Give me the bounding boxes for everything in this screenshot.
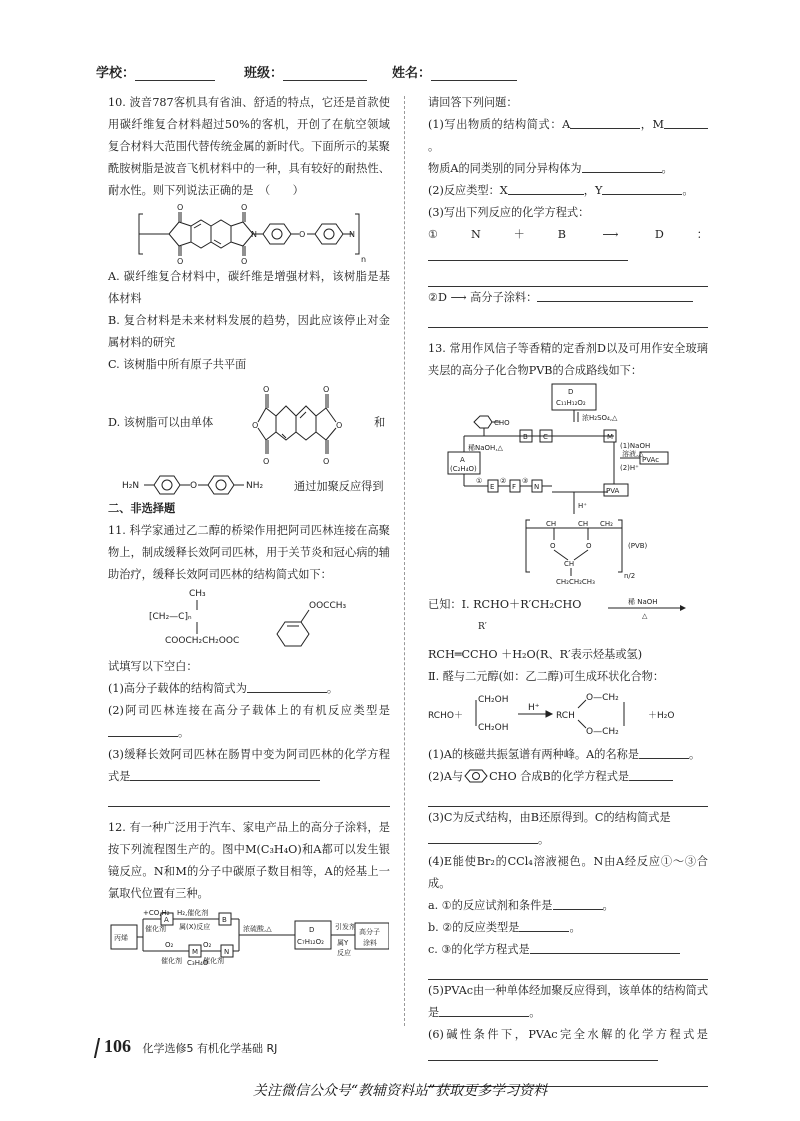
- q10-stem: 10. 波音787客机具有省油、舒适的特点，它还是首款使用碳纤维复合材料超过50%的客机，开创了在航空领域复合材料大范围代替传统金属的新时代。下面所示的某聚酰胺树脂是波音飞机材料中的一种，具有较好的耐热性、耐水性。则下列说法正确的是 （ ）: [108, 96, 390, 197]
- svg-text:(1)NaOH: (1)NaOH: [620, 442, 651, 450]
- book-title: 化学选修5 有机化学基础 RJ: [142, 1042, 278, 1055]
- q13-sub4b: b. ②的反应类型是 。: [428, 921, 581, 934]
- svg-text:H⁺: H⁺: [578, 502, 587, 510]
- q11-sub1: (1)高分子载体的结构简式为 。: [108, 682, 339, 695]
- svg-text:O: O: [263, 385, 270, 394]
- q10-option-d[interactable]: [108, 376, 390, 472]
- q13-sub4: (4)E能使Br₂的CCl₄溶液褪色。N由A经反应①～③合成。: [428, 855, 708, 890]
- q13-blank2[interactable]: [629, 768, 673, 781]
- formula-ester: COOCH₂CH₂OOC: [165, 636, 240, 646]
- svg-text:O: O: [241, 203, 248, 212]
- aspirin-polymer-structure: [129, 586, 369, 656]
- q13-blank4b[interactable]: [519, 919, 569, 932]
- page-number: 106: [104, 1036, 131, 1056]
- formula-acetoxy: OOCCH₃: [309, 601, 347, 611]
- svg-text:CH₂: CH₂: [600, 520, 613, 528]
- q12-sub1b: 物质A的同类别的同分异构体为 。: [428, 162, 673, 175]
- svg-text:O—CH₂: O—CH₂: [586, 727, 619, 737]
- svg-text:RCHO＋: RCHO＋: [428, 711, 463, 721]
- svg-text:C₃H₄O: C₃H₄O: [187, 959, 209, 965]
- svg-text:＋H₂O: ＋H₂O: [648, 711, 675, 721]
- q12-eq1-line[interactable]: [428, 268, 708, 287]
- svg-text:N: N: [251, 230, 257, 239]
- diamine-right: NH₂: [246, 481, 264, 491]
- section-title: 二、非选择题: [108, 502, 176, 515]
- polyimide-structure: [129, 202, 369, 266]
- svg-text:O: O: [177, 257, 184, 266]
- svg-text:H⁺: H⁺: [528, 703, 540, 713]
- svg-text:溶液,△: 溶液,△: [622, 450, 644, 458]
- svg-text:①: ①: [476, 477, 483, 485]
- svg-text:催化剂: 催化剂: [203, 957, 224, 965]
- q13-blank1[interactable]: [639, 746, 689, 759]
- svg-text:属Y: 属Y: [337, 939, 349, 947]
- svg-text:引发剂: 引发剂: [335, 923, 356, 931]
- known2-text: Ⅱ. 醛与二元醇(如：乙二醇)可生成环状化合物：: [428, 670, 665, 683]
- known1-text: 已知：Ⅰ. RCHO＋R′CH₂CHO: [428, 598, 582, 611]
- svg-text:催化剂: 催化剂: [161, 957, 182, 965]
- svg-text:②: ②: [500, 477, 507, 485]
- svg-text:③: ③: [522, 477, 529, 485]
- svg-text:CHO: CHO: [494, 419, 510, 427]
- svg-text:CH₂CH₂CH₃: CH₂CH₂CH₃: [556, 578, 595, 586]
- q11-sub3: (3)缓释长效阿司匹林在肠胃中变为阿司匹林的化学方程式是: [108, 748, 390, 783]
- formula-chain: [CH₂—C]ₙ: [149, 612, 192, 622]
- promo-note: 关注微信公众号“教辅资料站”获取更多学习资料: [252, 1083, 548, 1099]
- q12-sub2: (2)反应类型：X ，Y 。: [428, 184, 694, 197]
- q12-blank-eq1[interactable]: [428, 248, 628, 261]
- q11-blank3[interactable]: [130, 768, 320, 781]
- class-field: [244, 62, 367, 81]
- svg-text:浓硫酸,△: 浓硫酸,△: [243, 925, 272, 933]
- q12-sub1: (1)写出物质的结构简式：A ，M。: [428, 114, 708, 158]
- q10-option-d-tail: 通过加聚反应得到: [294, 480, 384, 493]
- q13-blank5[interactable]: [439, 1004, 529, 1017]
- svg-text:N: N: [224, 948, 230, 956]
- svg-text:D: D: [309, 926, 315, 934]
- q12-stem: 12. 有一种广泛用于汽车、家电产品上的高分子涂料，是按下列流程图生产的。图中M(C₃H₄O)和A都可以发生银镜反应。N和M的分子中碳原子数目相等，A的烃基上一氯取代位置有三种。: [108, 821, 390, 900]
- svg-text:C₇H₁₂O₂: C₇H₁₂O₂: [297, 938, 324, 946]
- svg-text:A: A: [164, 916, 169, 924]
- svg-text:(C₂H₄O): (C₂H₄O): [450, 465, 477, 473]
- q10-option-a[interactable]: A. 碳纤维复合材料中，碳纤维是增强材料，该树脂是基体材料: [108, 270, 390, 305]
- svg-text:E: E: [490, 483, 495, 491]
- class-label: 班级：: [244, 66, 284, 81]
- known1-arrow: [606, 596, 686, 620]
- svg-text:O: O: [241, 257, 248, 266]
- q13-sub5: (5)PVAc由一种单体经加聚反应得到，该单体的结构简式是 。: [428, 984, 708, 1019]
- known1-product: RCH═CCHO ＋H₂O(R、R′表示烃基或氢): [428, 648, 643, 661]
- q10-option-d-label: D. 该树脂可以由单体: [108, 416, 214, 429]
- svg-text:B: B: [222, 916, 227, 924]
- known2-equation: [428, 688, 708, 740]
- svg-text:CH: CH: [546, 520, 557, 528]
- svg-text:PVAc: PVAc: [642, 456, 660, 464]
- svg-text:PVA: PVA: [606, 487, 620, 495]
- svg-text:CH₂OH: CH₂OH: [478, 695, 509, 705]
- svg-text:O: O: [299, 230, 306, 239]
- svg-text:N: N: [534, 483, 540, 491]
- q13-stem: 13. 常用作风信子等香精的定香剂D以及可用作安全玻璃夹层的高分子化合物PVB的合成路线如下：: [428, 342, 708, 377]
- svg-text:H₂,催化剂: H₂,催化剂: [177, 909, 209, 917]
- svg-text:稀 NaOH: 稀 NaOH: [628, 598, 658, 606]
- q11-blank2[interactable]: [108, 724, 178, 737]
- svg-text:(2)H⁺: (2)H⁺: [620, 464, 639, 472]
- footer-bar: [94, 1038, 100, 1058]
- svg-text:O—CH₂: O—CH₂: [586, 693, 619, 703]
- q13-sub4a: a. ①的反应试剂和条件是 。: [428, 899, 614, 912]
- q11-line[interactable]: [108, 788, 390, 807]
- q13-blank3[interactable]: [428, 831, 538, 844]
- svg-text:O: O: [252, 421, 259, 430]
- q11-sub2: (2)阿司匹林连接在高分子载体上的有机反应类型是。: [108, 704, 390, 739]
- q12-sub3: (3)写出下列反应的化学方程式：: [428, 206, 590, 219]
- svg-text:高分子: 高分子: [359, 928, 380, 936]
- q13-blank4a[interactable]: [553, 897, 603, 910]
- q11-stem: 11. 科学家通过乙二醇的桥梁作用把阿司匹林连接在高聚物上，制成缓释长效阿司匹林，用于关节炎和冠心病的辅助治疗，缓释长效阿司匹林的结构简式如下：: [108, 524, 390, 581]
- q13-sub3-blank: 。: [428, 829, 708, 851]
- q13-line2[interactable]: [428, 788, 708, 807]
- diamine-left: H₂N: [122, 481, 140, 491]
- svg-text:O: O: [336, 421, 343, 430]
- svg-text:C: C: [543, 433, 548, 441]
- svg-text:稀NaOH,△: 稀NaOH,△: [468, 444, 503, 452]
- svg-text:反应: 反应: [337, 949, 351, 957]
- name-blank[interactable]: [431, 66, 517, 81]
- q12-blank-isomer[interactable]: [582, 160, 662, 173]
- svg-text:O: O: [263, 457, 270, 466]
- q12-blank-x[interactable]: [508, 182, 584, 195]
- q10-option-b[interactable]: B. 复合材料是未来材料发展的趋势，因此应该停止对金属材料的研究: [108, 314, 390, 349]
- left-column: [108, 92, 390, 965]
- svg-text:C₁₁H₁₂O₂: C₁₁H₁₂O₂: [556, 399, 586, 407]
- right-column: [428, 92, 708, 1087]
- school-label: 学校：: [96, 66, 136, 81]
- q12-eq2-line[interactable]: [428, 309, 708, 328]
- svg-text:+CO,H₂: +CO,H₂: [143, 909, 170, 917]
- svg-text:O: O: [323, 385, 330, 394]
- svg-text:O: O: [177, 203, 184, 212]
- svg-text:CH: CH: [578, 520, 589, 528]
- svg-text:浓H₂SO₄,△: 浓H₂SO₄,△: [582, 414, 618, 422]
- q12-eq2: ②D ⟶ 高分子涂料：: [428, 287, 708, 309]
- diamine-structure: [122, 472, 292, 498]
- q12-answer-head: 请回答下列问题：: [428, 96, 518, 109]
- svg-text:O: O: [550, 542, 556, 550]
- q13-sub3: (3)C为反式结构，由B还原得到。C的结构简式是: [428, 811, 671, 824]
- q10-option-c[interactable]: C. 该树脂中所有原子共平面: [108, 358, 247, 371]
- school-field: [96, 62, 215, 81]
- svg-text:n/2: n/2: [624, 572, 636, 580]
- svg-text:CH₂OH: CH₂OH: [478, 723, 509, 733]
- svg-text:丙烯: 丙烯: [114, 934, 128, 942]
- q12-flowchart: [109, 905, 389, 965]
- name-field: [392, 62, 517, 81]
- svg-text:O₂: O₂: [165, 941, 174, 949]
- polymer-n: n: [361, 255, 367, 264]
- svg-text:B: B: [523, 433, 528, 441]
- svg-text:M: M: [192, 948, 199, 956]
- svg-text:CH: CH: [564, 560, 575, 568]
- formula-ch3: CH₃: [189, 589, 206, 599]
- q13-sub6: (6)碱性条件下，PVAc完全水解的化学方程式是: [428, 1024, 708, 1068]
- svg-text:O: O: [190, 481, 198, 491]
- q10-option-d-and: 和: [374, 416, 386, 429]
- svg-text:O₂: O₂: [203, 941, 212, 949]
- benzene-icon: [463, 769, 489, 783]
- svg-text:△: △: [642, 612, 648, 620]
- svg-text:D: D: [568, 388, 574, 396]
- q13-blank4c[interactable]: [530, 941, 680, 954]
- column-divider: [404, 96, 405, 1026]
- dianhydride-structure: [246, 376, 370, 472]
- name-label: 姓名：: [392, 66, 432, 81]
- svg-text:RCH: RCH: [556, 711, 575, 721]
- class-blank[interactable]: [283, 66, 367, 81]
- svg-text:催化剂: 催化剂: [145, 925, 166, 933]
- svg-text:N: N: [349, 230, 355, 239]
- q12-blank-a[interactable]: [570, 116, 640, 129]
- svg-text:O: O: [586, 542, 592, 550]
- known1-r: R′: [478, 622, 487, 632]
- svg-text:涂料: 涂料: [363, 939, 377, 947]
- diamine-row: [108, 472, 390, 498]
- q12-blank-eq2[interactable]: [537, 289, 693, 302]
- q12-blank-y[interactable]: [602, 182, 682, 195]
- q12-eq1: ①N＋B ⟶ D：: [428, 224, 708, 268]
- q13-sub2: (2)A与 CHO 合成B的化学方程式是: [428, 766, 708, 788]
- svg-text:M: M: [607, 433, 614, 441]
- svg-text:F: F: [512, 483, 517, 491]
- svg-text:O: O: [323, 457, 330, 466]
- school-blank[interactable]: [135, 66, 215, 81]
- q12-blank-m[interactable]: [664, 116, 708, 129]
- q13-route: [428, 382, 708, 594]
- q13-line4c[interactable]: [428, 961, 708, 980]
- q13-blank6[interactable]: [428, 1048, 658, 1061]
- svg-text:(PVB): (PVB): [628, 542, 648, 550]
- svg-text:A: A: [460, 456, 465, 464]
- page-footer: [96, 1036, 277, 1058]
- q13-sub4c: c. ③的化学方程式是: [428, 939, 708, 961]
- q11-fill: 试填写以下空白：: [108, 660, 198, 673]
- svg-text:属(X)反应: 属(X)反应: [179, 923, 211, 931]
- known-1: [428, 594, 708, 644]
- q13-sub1: (1)A的核磁共振氢谱有两种峰。A的名称是 。: [428, 748, 701, 761]
- q11-blank1[interactable]: [247, 680, 327, 693]
